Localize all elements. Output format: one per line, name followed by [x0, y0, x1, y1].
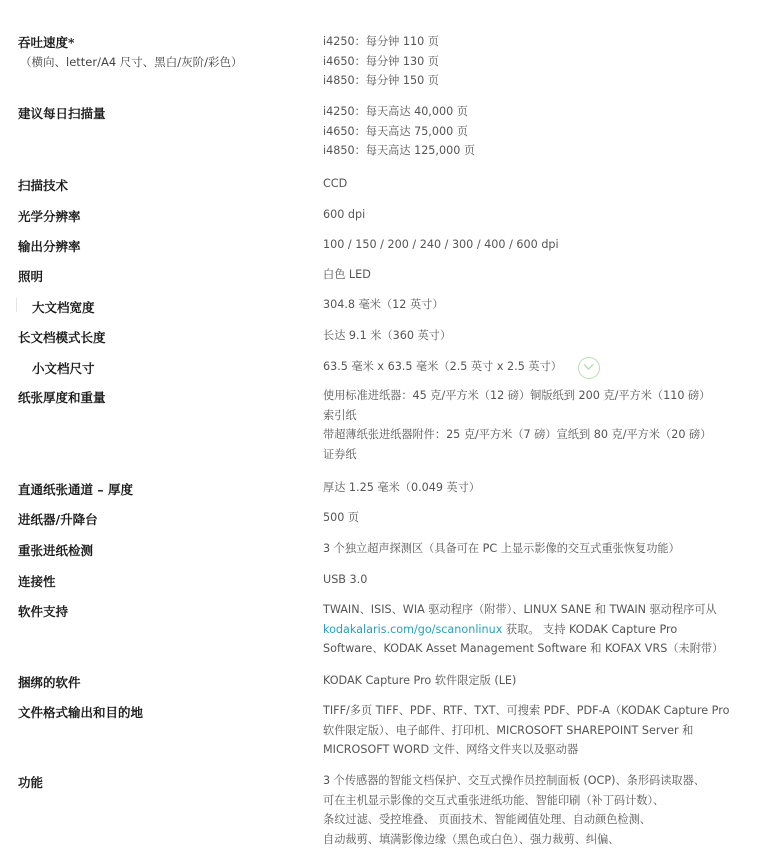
- spec-label: 文件格式输出和目的地: [18, 705, 144, 720]
- spec-value-line: 63.5 毫米 x 63.5 毫米（2.5 英寸 x 2.5 英寸）: [323, 360, 562, 373]
- spec-value-line: [323, 620, 748, 640]
- spec-label: 功能: [18, 775, 44, 790]
- spec-label: 光学分辨率: [18, 209, 81, 224]
- spec-label: 输出分辨率: [18, 239, 81, 254]
- spec-value-line: 使用标准进纸器：45 克/平方米（12 磅）铜版纸到 200 克/平方米（110 磅）: [323, 389, 711, 402]
- spec-value-line: TIFF/多页 TIFF、PDF、RTF、TXT、可搜索 PDF、PDF-A（KODAK Capture Pro: [323, 704, 730, 717]
- spec-label: 直通纸张通道 – 厚度: [18, 482, 133, 497]
- spec-value-line: 3 个传感器的智能文档保护、交互式操作员控制面板 (OCP)、条形码读取器、: [323, 774, 705, 787]
- spec-value-line: 304.8 毫米（12 英寸）: [323, 298, 444, 311]
- spec-value: [323, 357, 748, 377]
- spec-value: [323, 32, 748, 91]
- spec-value-line: USB 3.0: [323, 573, 368, 586]
- spec-value: [323, 600, 748, 659]
- spec-value-line: Software、KODAK Asset Management Software 和 KOFAX VRS（未附带）: [323, 642, 724, 655]
- spec-label: 建议每日扫描量: [18, 106, 106, 121]
- spec-value: [323, 478, 748, 498]
- spec-value: [323, 570, 748, 590]
- spec-value-line: i4850：每天高达 125,000 页: [323, 144, 476, 157]
- spec-label: 长文档模式长度: [18, 330, 106, 345]
- spec-value-line: i4250：每分钟 110 页: [323, 35, 439, 48]
- spec-value-line: 证券纸: [323, 447, 357, 461]
- spec-value: [323, 771, 748, 849]
- spec-label: 大文档宽度: [32, 300, 95, 315]
- spec-label: 扫描技术: [18, 178, 69, 193]
- spec-label: 捆绑的软件: [18, 675, 81, 690]
- spec-value-line: 厚达 1.25 毫米（0.049 英寸）: [323, 481, 481, 494]
- spec-value-line: CCD: [323, 177, 348, 190]
- spec-value: [323, 671, 748, 691]
- spec-label: 纸张厚度和重量: [18, 390, 106, 405]
- spec-value: [323, 235, 748, 255]
- spec-value-line: 500 页: [323, 511, 360, 524]
- chevron-down-icon[interactable]: [578, 357, 600, 379]
- spec-label: 照明: [18, 269, 44, 284]
- spec-value-line: KODAK Capture Pro 软件限定版 (LE): [323, 674, 517, 687]
- spec-value: [323, 508, 748, 528]
- spec-value-line: 条纹过滤、受控堆叠、 页面技术、智能阈值处理、自动颜色检测、: [323, 813, 651, 826]
- spec-label: 软件支持: [18, 604, 69, 619]
- spec-value-text: 获取。 支持 KODAK Capture Pro: [502, 622, 678, 636]
- spec-value-line: 白色 LED: [323, 268, 371, 281]
- spec-label: 小文档尺寸: [32, 361, 95, 376]
- spec-value-line: 带超薄纸张进纸器附件：25 克/平方米（7 磅）宣纸到 80 克/平方米（20 磅）: [323, 428, 712, 441]
- spec-value: [323, 102, 748, 161]
- spec-value: [323, 326, 748, 346]
- spec-value: [323, 174, 748, 194]
- spec-value-line: 100 / 150 / 200 / 240 / 300 / 400 / 600 dpi: [323, 238, 559, 251]
- spec-value: [323, 539, 748, 559]
- scanonlinux-link[interactable]: kodakalaris.com/go/scanonlinux: [323, 622, 503, 636]
- spec-value-line: 软件限定版）、电子邮件、打印机、MICROSOFT SHAREPOINT Server 和: [323, 723, 694, 737]
- spec-label: 进纸器/升降台: [18, 512, 98, 527]
- spec-value-line: i4650：每天高达 75,000 页: [323, 124, 468, 138]
- spec-value-line: 长达 9.1 米（360 英寸）: [323, 329, 452, 342]
- spec-value-line: i4850：每分钟 150 页: [323, 74, 439, 87]
- spec-value-line: 3 个独立超声探测区（具备可在 PC 上显示影像的交互式重张恢复功能）: [323, 542, 680, 555]
- spec-value: [323, 205, 748, 225]
- spec-value-line: 索引纸: [323, 408, 357, 422]
- spec-value: [323, 386, 748, 464]
- spec-label: 吞吐速度*: [18, 35, 75, 50]
- spec-label: 重张进纸检测: [18, 543, 94, 558]
- spec-value-line: TWAIN、ISIS、WIA 驱动程序（附带）、LINUX SANE 和 TWAIN 驱动程序可从: [323, 603, 717, 616]
- spec-sublabel: （横向、letter/A4 尺寸、黑白/灰阶/彩色）: [20, 55, 243, 69]
- spec-value-line: MICROSOFT WORD 文件、网络文件夹以及驱动器: [323, 743, 579, 756]
- spec-value: [323, 701, 748, 760]
- spec-value-line: 自动裁剪、填满影像边缘（黑色或白色）、强力裁剪、纠偏、: [323, 832, 620, 846]
- row-divider: [16, 298, 17, 312]
- spec-value-line: i4650：每分钟 130 页: [323, 54, 439, 68]
- spec-value: [323, 295, 748, 315]
- spec-label: 连接性: [18, 574, 56, 589]
- spec-value-line: i4250：每天高达 40,000 页: [323, 105, 468, 118]
- spec-value: [323, 265, 748, 285]
- spec-value-line: 600 dpi: [323, 208, 366, 221]
- spec-value-line: 可在主机显示影像的交互式重张进纸功能、智能印刷（补丁码计数）、: [323, 793, 665, 807]
